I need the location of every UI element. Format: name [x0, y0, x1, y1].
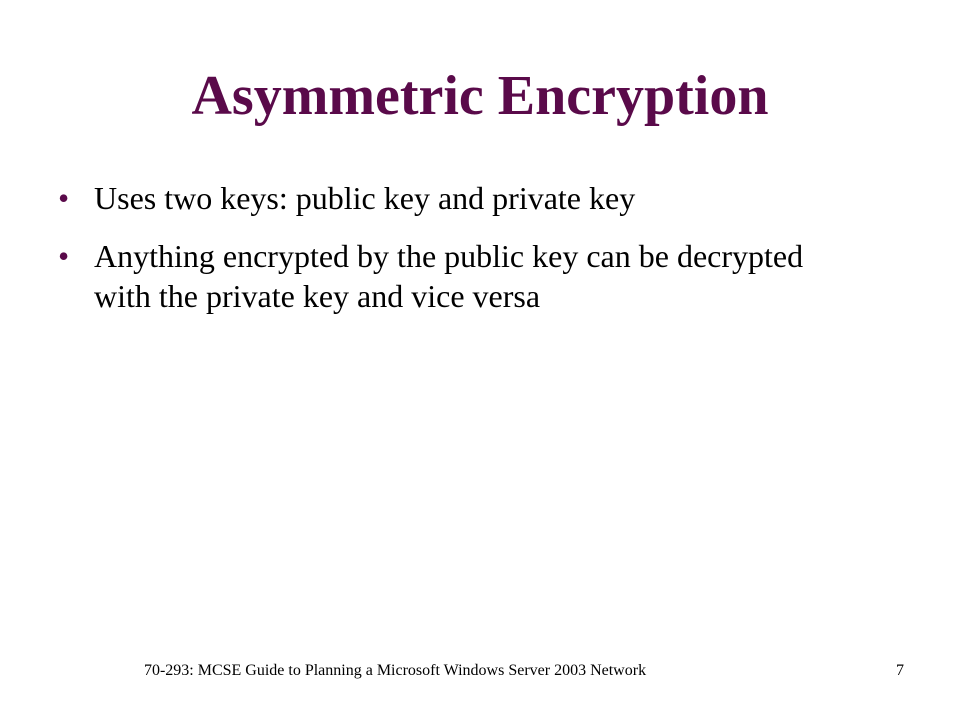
- bullet-text: Uses two keys: public key and private key: [94, 180, 636, 216]
- slide-footer: 70-293: MCSE Guide to Planning a Microsoft Windows Server 2003 Network: [143, 662, 647, 679]
- bullet-list: [58, 178, 818, 334]
- bullet-dot-icon: •: [58, 238, 70, 274]
- bullet-item: [58, 178, 818, 218]
- page-number: 7: [896, 662, 904, 679]
- bullet-text: Anything encrypted by the public key can be decrypted with the private key and vice versa: [94, 238, 804, 314]
- slide-title: Asymmetric Encryption: [191, 65, 769, 127]
- bullet-dot-icon: •: [58, 180, 70, 216]
- bullet-item: [58, 236, 818, 316]
